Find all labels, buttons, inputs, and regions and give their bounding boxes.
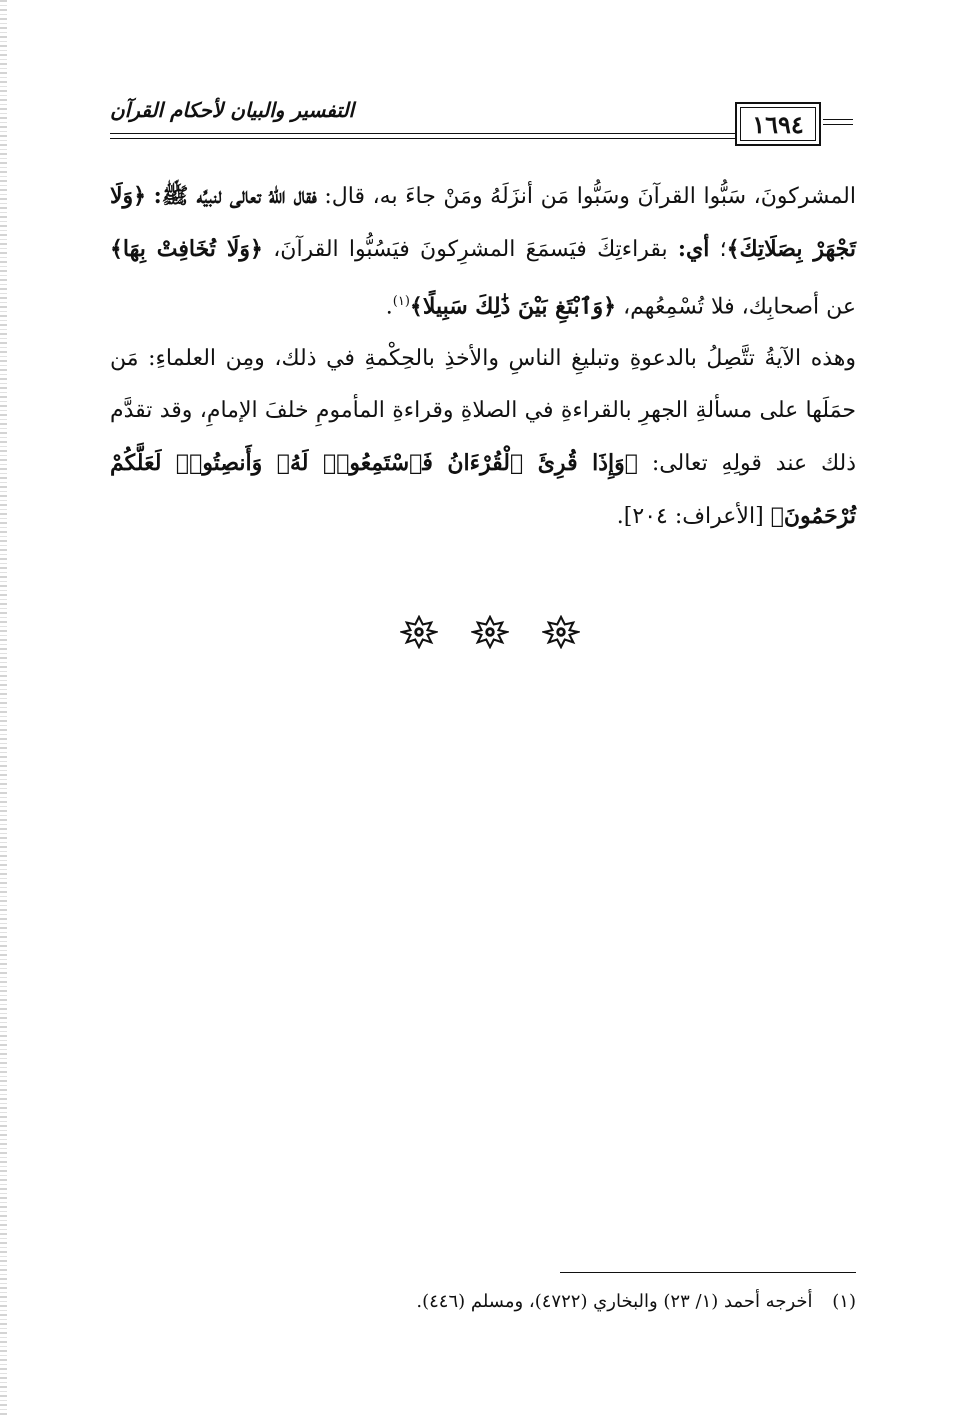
- text-run: بقراءتِكَ فيَسمَعَ المشرِكونَ فيَسُبُّوا القرآنَ،: [273, 237, 668, 262]
- section-divider: [400, 612, 580, 652]
- footnote-text: أخرجه أحمد (١/ ٢٣) والبخاري (٤٧٢٢)، ومسلم (٤٤٦).: [416, 1291, 813, 1312]
- quran-bracket-close: ﴾: [726, 236, 740, 262]
- page-number: ١٦٩٤: [752, 109, 804, 139]
- body-text: [110, 170, 856, 543]
- text-run: المشركونَ، سَبُّوا القرآنَ وسَبُّوا مَن أنزَلَهُ ومَنْ جاءَ به، قال:: [324, 184, 856, 209]
- quran-bracket-open: ﴿: [133, 183, 147, 209]
- page-number-box: [735, 102, 821, 146]
- quran-verse: وَإِذَا قُرِئَ ٱلْقُرْءَانُ فَٱسْتَمِعُوا۟ لَهُۥ وَأَنصِتُوا۟ لَعَلَّكُمْ تُرْحَمُونَ: [110, 450, 856, 530]
- citation: [الأعراف: ٢٠٤]: [623, 504, 764, 530]
- quran-verse: وَلَا تَجْهَرْ بِصَلَاتِكَ: [110, 183, 856, 262]
- quran-bracket-open: ﴿: [250, 236, 263, 262]
- punctuation: .: [616, 504, 624, 530]
- quran-verse: وَٱبْتَغِ بَيْنَ ذَٰلِكَ سَبِيلًا: [422, 293, 604, 320]
- header-rule: [110, 138, 742, 139]
- footnote-reference[interactable]: (١): [392, 294, 410, 309]
- ornament-icon: [542, 615, 580, 649]
- text-run: وهذه الآيةُ تتَّصِلُ بالدعوةِ وتبليغِ الناسِ والأخذِ بالحِكْمةِ في ذلك، ومِن العلماءِ: مَن حمَلَها على مسألةِ الجهرِ بالقراءةِ في الصلاةِ وقراءةِ المأمومِ خلفَ الإمامِ، وقد تقدَّم ذلك عند قولِهِ تعالى:: [110, 346, 856, 477]
- punctuation: .: [385, 294, 393, 320]
- quran-bracket-open: ﴿: [603, 293, 617, 320]
- page-header: [110, 92, 852, 154]
- book-title: التفسير والبيان لأحكام القرآن: [110, 98, 355, 122]
- quran-bracket-open: ﴿: [624, 450, 638, 477]
- quran-bracket-close: ﴾: [409, 293, 423, 320]
- footnote-separator: [560, 1272, 856, 1273]
- header-rule-tail: [823, 124, 853, 125]
- quran-verse: وَلَا تُخَافِتْ بِهَا: [122, 236, 251, 262]
- scan-edge: [0, 0, 7, 1417]
- ornament-icon: [471, 615, 509, 649]
- bold-text: فقال اللّهُ تعالى لنبيِّه ﷺ:: [153, 183, 317, 209]
- paragraph-1: [110, 170, 856, 333]
- quran-bracket-close: ﴾: [110, 236, 123, 262]
- header-rule-tail: [823, 119, 853, 120]
- quran-bracket-close: ﴾: [770, 503, 784, 530]
- footnote: [110, 1284, 856, 1320]
- header-rule: [110, 133, 742, 134]
- bold-text: أي:: [677, 236, 710, 262]
- footnote-number: (١): [832, 1291, 856, 1312]
- punctuation: ؛: [719, 237, 727, 262]
- ornament-icon: [400, 615, 438, 649]
- text-run: عن أصحابِك، فلا تُسْمِعُهم،: [623, 294, 856, 320]
- paragraph-2: [110, 333, 856, 543]
